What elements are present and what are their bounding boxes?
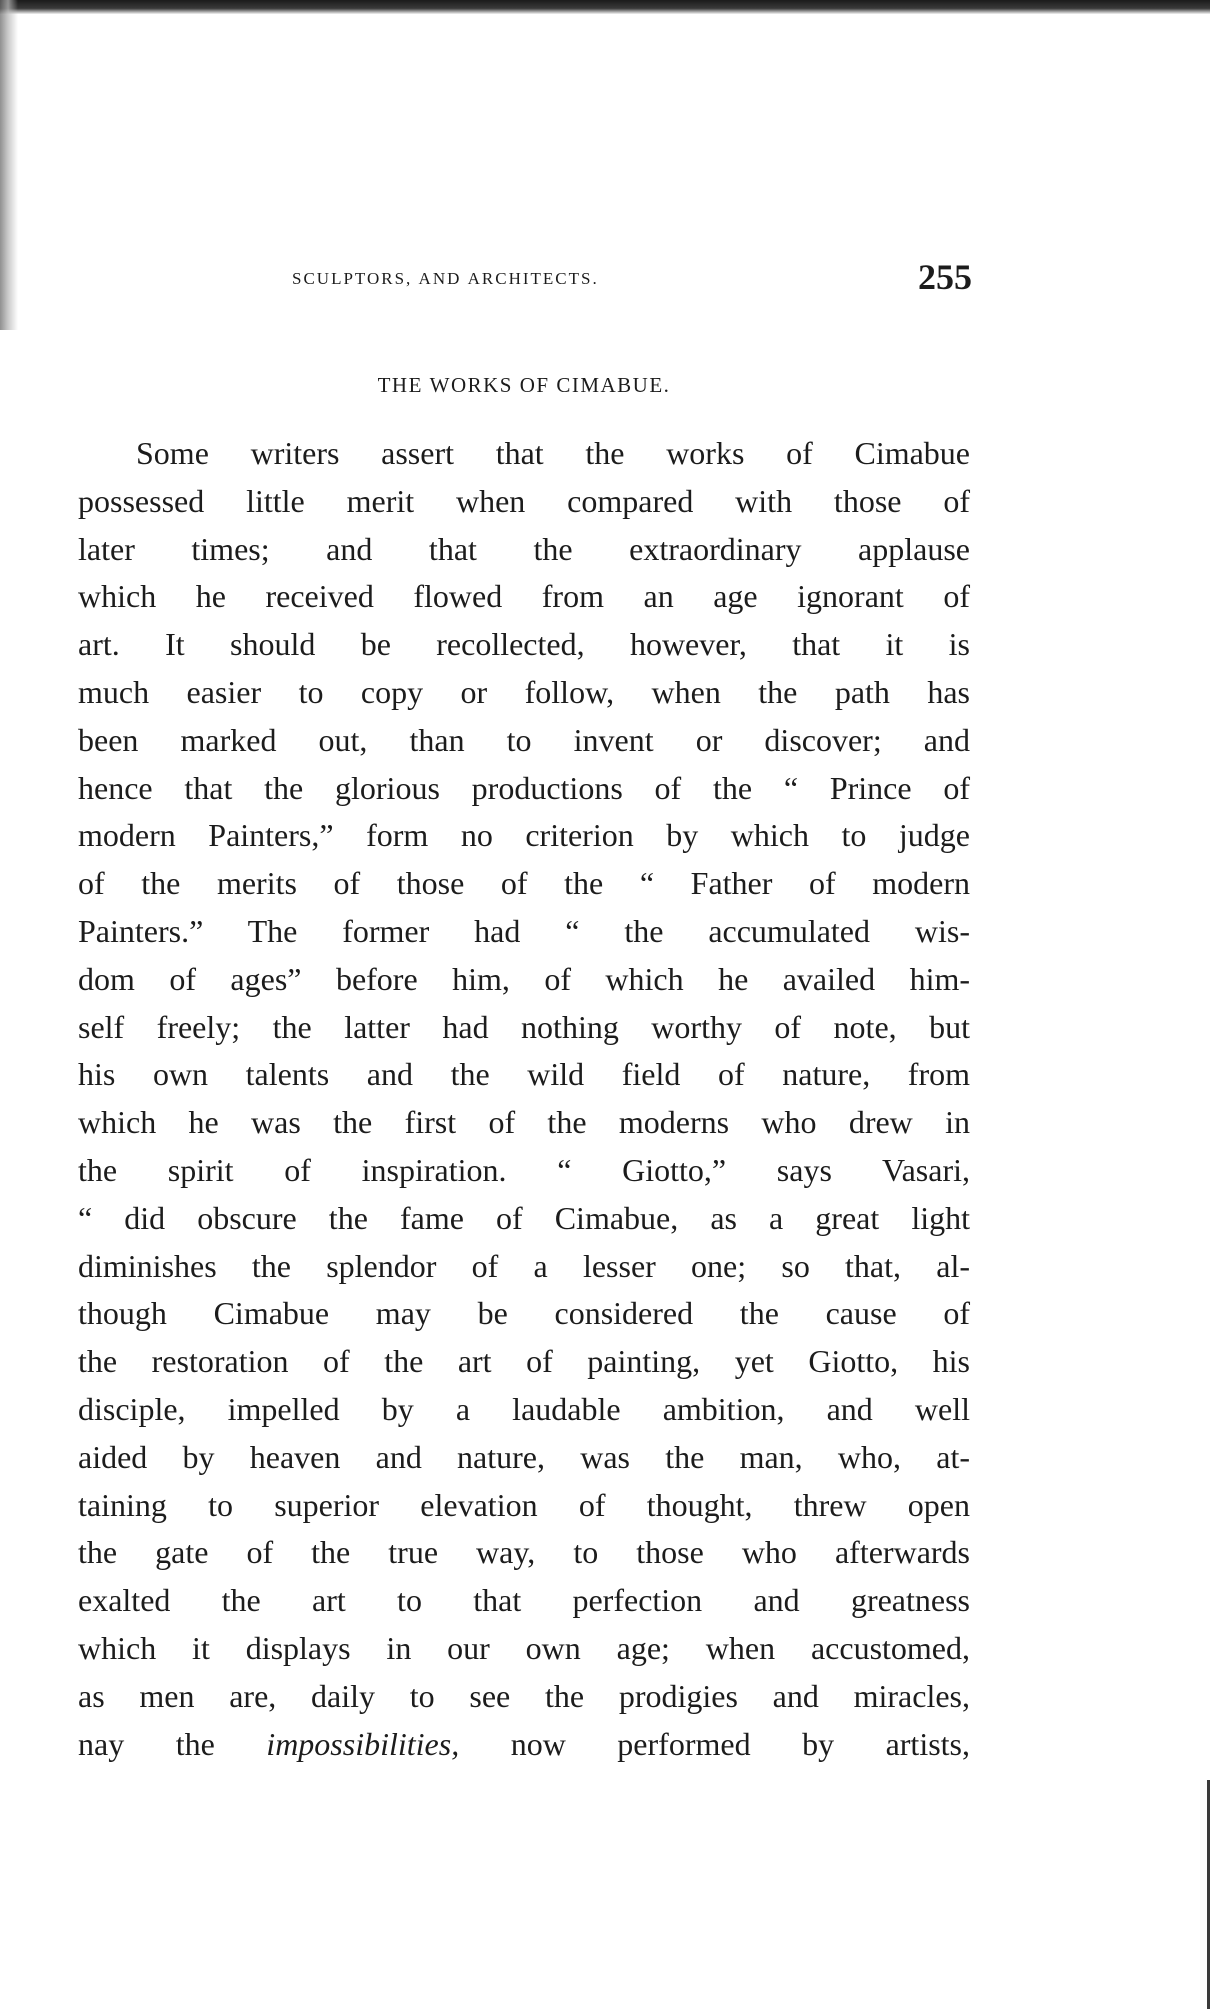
book-page — [78, 0, 970, 2009]
body-paragraph — [78, 430, 970, 1768]
text-line: Some writers assert that the works of Cimabue — [136, 435, 970, 471]
text-line: art. It should be recollected, however, that it is — [78, 626, 970, 663]
section-heading: the works of cimabue. — [377, 366, 671, 399]
text-line: Painters.” The former had “ the accumulated wis- — [78, 912, 970, 949]
text-line: disciple, impelled by a laudable ambition, and well — [78, 1390, 970, 1427]
page-number: 255 — [918, 257, 972, 297]
text-line: modern Painters,” form no criterion by which to judge — [78, 817, 970, 854]
text-line: self freely; the latter had nothing worthy of note, but — [78, 1008, 970, 1045]
text-line-last — [78, 1721, 970, 1769]
text-line: as men are, daily to see the prodigies and miracles, — [78, 1677, 970, 1714]
text-line: the restoration of the art of painting, yet Giotto, his — [78, 1343, 970, 1380]
text-line: of the merits of those of the “ Father of modern — [78, 865, 970, 902]
text-line: been marked out, than to invent or discover; and — [78, 721, 970, 758]
text-line: hence that the glorious productions of the “ Prince of — [78, 769, 970, 806]
text-line: the spirit of inspiration. “ Giotto,” says Vasari, — [78, 1151, 970, 1188]
last-line-lead: nay the — [78, 1725, 267, 1762]
running-head — [78, 256, 970, 296]
text-line: dom of ages” before him, of which he availed him- — [78, 960, 970, 997]
running-head-title: sculptors, and architects. — [292, 264, 599, 290]
text-line: “ did obscure the fame of Cimabue, as a great light — [78, 1199, 970, 1236]
text-line: though Cimabue may be considered the cause of — [78, 1295, 970, 1332]
text-line: his own talents and the wild field of nature, from — [78, 1056, 970, 1093]
text-line: which he received flowed from an age ignorant of — [78, 578, 970, 615]
text-line: possessed little merit when compared with those of — [78, 482, 970, 519]
emphasis-impossibilities: impossibilities, — [266, 1725, 460, 1762]
last-line-tail: now performed by artists, — [459, 1725, 971, 1762]
scan-left-edge-shadow — [0, 0, 18, 330]
text-line: which he was the first of the moderns who drew in — [78, 1104, 970, 1141]
text-line: diminishes the splendor of a lesser one; so that, al- — [78, 1247, 970, 1284]
text-line: much easier to copy or follow, when the path has — [78, 673, 970, 710]
text-line: later times; and that the extraordinary applause — [78, 530, 970, 567]
text-line: aided by heaven and nature, was the man, who, at- — [78, 1438, 970, 1475]
text-line: the gate of the true way, to those who afterwards — [78, 1534, 970, 1571]
text-line: taining to superior elevation of thought, threw open — [78, 1486, 970, 1523]
text-line: exalted the art to that perfection and greatness — [78, 1582, 970, 1619]
text-line: which it displays in our own age; when accustomed, — [78, 1629, 970, 1666]
